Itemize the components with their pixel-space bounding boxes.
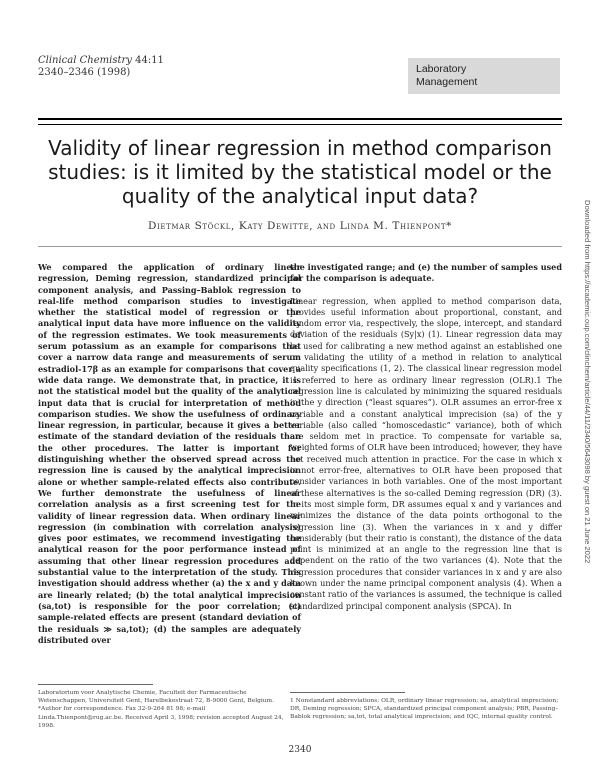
affiliation-note: Laboratorium voor Analytische Chemie, Faculteit der Farmaceutische Wetenschappen, Universiteit Gent, Harelbekestraat 72, B-9000 Gent, Belgium. *Author for correspondence. Fax 32-9-264 81 98; e-mail Linda.Thienpont@rug.ac.be. Received April 3, 1998; revision accepted August 24, 1998.	[38, 690, 284, 729]
affiliation-rule	[38, 684, 153, 685]
header-rule-thin	[38, 124, 562, 125]
abstract-column	[38, 262, 301, 646]
footnote-abbreviations: 1 Nonstandard abbreviations: OLR, ordinary linear regression; sa, analytical imprecision; DR, Deming regression; SPCA, standardized principal component analysis; PBR, Passing–Bablok regression; sa,tot, total analytical imprecision; and IQC, internal quality control.	[290, 698, 559, 721]
right-column	[290, 262, 562, 612]
download-watermark	[583, 200, 593, 580]
abstract-text: We compared the application of ordinary linear regression, Deming regression, standardized principal component analysis, and Passing–Bablok regression to real-life method comparison studies to investigate whether the statistical model of regression or the analytical input data have more influence on the validity of the regression estimates. We took measurements of serum potassium as an example for comparisons that cover a narrow data range and measurements of serum estradiol-17β as an example for comparisons that cover a wide data range. We demonstrate that, in practice, it is not the statistical model but the quality of the analytical input data that is crucial for interpretation of method comparison studies. We show the usefulness of ordinary linear regression, in particular, because it gives a better estimate of the standard deviation of the residuals than the other procedures. The latter is important for distinguishing whether the observed spread across the regression line is caused by the analytical imprecision alone or whether sample-related effects also contribute. We further demonstrate the usefulness of linear correlation analysis as a first screening test for the validity of linear regression data. When ordinary linear regression (in combination with correlation analysis) gives poor estimates, we recommend investigating the analytical reason for the poor performance instead of assuming that other linear regression procedures add substantial value to the interpretation of the study. This investigation should address whether (a) the x and y data are linearly related; (b) the total analytical imprecision (sa,tot) is responsible for the poor correlation; (c) sample-related effects are present (standard deviation of the residuals ≫ sa,tot); (d) the samples are adequately distributed over	[38, 262, 301, 645]
journal-citation	[38, 55, 164, 79]
section-label-line1: Laboratory	[416, 63, 467, 75]
header-rule	[38, 118, 562, 120]
body-paragraph: Linear regression, when applied to method comparison data, provides useful information about proportional, constant, and random error via, respectively, the slope, intercept, and standard deviation of the residuals (Sy|x) (1). Linear regression data may be used for calibrating a new method against an established one or validating the utility of a method in relation to analytical quality specifications (1, 2). The classical linear regression model is referred to here as ordinary linear regression (OLR).1 The regression line is calculated by minimizing the squared residuals in the y direction (“least squares”). OLR assumes an error-free x variable and a constant analytical imprecision (sa) of the y variable (also called “homoscedastic” variance), both of which are seldom met in practice. To compensate for variable sa, weighted forms of OLR have been introduced; however, they have not received much attention in practice. For the case in which x is not error-free, alternatives to OLR have been proposed that consider variances in both variables. One of the most important of these alternatives is the so-called Deming regression (DR) (3). In its most simple form, DR assumes equal x and y variances and minimizes the distance of the data points orthogonal to the regression line (3). When the variances in x and y differ considerably (but their ratio is constant), the distance of the data point is minimized at an angle to the regression line that is dependent on the ratio of the two variances (4). Note that the regression procedures that consider variances in x and y are also known under the name principal component analysis (4). When a constant ratio of the variances is assumed, the technique is called standardized principal component analysis (SPCA). In	[290, 295, 562, 611]
watermark-text: Downloaded from https://academic.oup.com/clinchem/article/44/11/2340/5643098 by guest on 21 June 2022	[583, 200, 592, 564]
journal-volume: 44:11	[135, 55, 164, 66]
author-list: Dietmar Stöckl, Katy Dewitte, and Linda M. Thienpont*	[147, 220, 452, 232]
abstract-continuation: the investigated range; and (e) the number of samples used for the comparison is adequate.	[290, 262, 562, 284]
journal-pages-year: 2340–2346 (1998)	[38, 67, 131, 78]
footnote-rule	[290, 692, 405, 693]
page-number: 2340	[288, 745, 312, 755]
section-label-line2: Management	[416, 76, 478, 88]
author-divider	[38, 246, 562, 247]
article-title: Validity of linear regression in method comparison studies: is it limited by the statistical model or the quality of the analytical input data?	[48, 136, 552, 208]
section-label	[408, 58, 560, 94]
journal-name: Clinical Chemistry	[38, 55, 132, 66]
